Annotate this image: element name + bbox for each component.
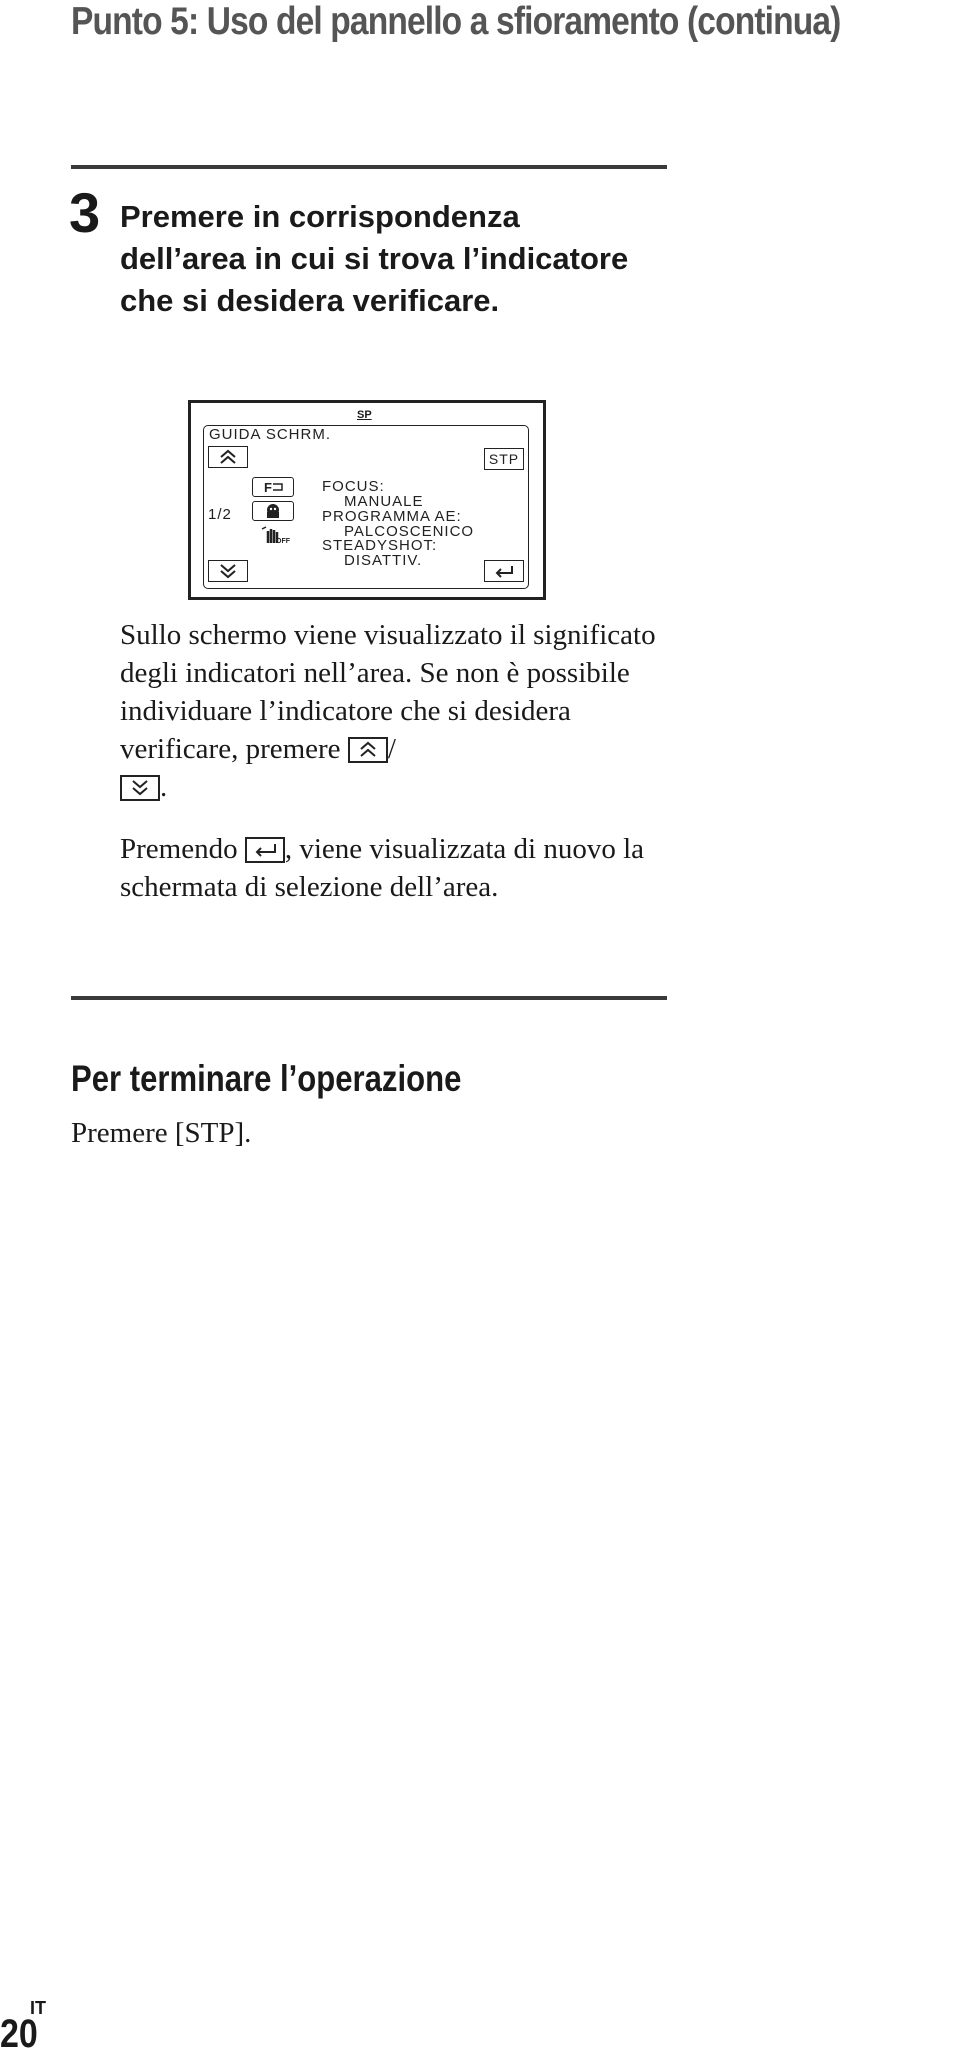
program-ae-icon <box>252 501 294 521</box>
row-steadyshot-value: DISATTIV. <box>344 552 423 569</box>
divider-bottom <box>71 996 667 1000</box>
focus-icon <box>252 477 294 497</box>
paragraph-end-period: . <box>160 771 168 803</box>
section-body: Premere [STP]. <box>71 1117 252 1149</box>
inline-scroll-up-symbol <box>348 737 388 763</box>
divider-top <box>71 165 667 169</box>
step-number: 3 <box>69 181 101 244</box>
inline-scroll-down-symbol <box>120 775 160 801</box>
double-chevron-up-icon <box>218 449 238 465</box>
row-program-ae-value: PALCOSCENICO <box>344 523 475 540</box>
row-steadyshot-label: STEADYSHOT: <box>322 537 438 554</box>
stp-button[interactable]: STP <box>484 448 524 470</box>
row-focus-label: FOCUS: <box>322 478 385 495</box>
page-header-title: Punto 5: Uso del pannello a sfioramento (continua) <box>71 0 841 43</box>
sp-mode-label: SP <box>357 409 372 421</box>
svg-text:OFF: OFF <box>276 538 290 545</box>
scroll-down-button[interactable] <box>208 560 248 582</box>
return-arrow-icon <box>492 563 516 579</box>
double-chevron-down-icon <box>122 777 158 799</box>
inline-return-symbol <box>245 837 285 863</box>
page-number: 20 <box>0 2012 38 2056</box>
lcd-screen-panel <box>203 425 529 589</box>
paragraph-description-text: Sullo schermo viene visualizzato il significato degli indicatori nell’area. Se non è possibile individuare l’indicatore che si desidera verificare, premere <box>120 619 656 765</box>
double-chevron-up-icon <box>350 739 386 761</box>
step-instruction: Premere in corrispondenza dell’area in cui si trova l’indicatore che si desidera verificare. <box>120 199 629 318</box>
lcd-screen-illustration <box>188 400 546 600</box>
return-button[interactable] <box>484 560 524 582</box>
paragraph-return <box>120 830 680 906</box>
steadyshot-off-icon <box>252 525 294 545</box>
section-title: Per terminare l’operazione <box>71 1058 462 1099</box>
page-indicator: 1/2 <box>208 506 232 523</box>
svg-text:F: F <box>264 480 272 494</box>
return-arrow-icon <box>247 839 283 861</box>
row-focus-value: MANUALE <box>344 493 424 510</box>
language-tag: IT <box>30 1998 46 2018</box>
slash-separator: / <box>387 733 396 765</box>
row-program-ae-label: PROGRAMMA AE: <box>322 508 462 525</box>
paragraph-description <box>120 616 680 806</box>
paragraph-return-before: Premendo <box>120 833 238 865</box>
paragraph-return-after: , viene visualizzata di nuovo la schermata di selezione dell’area. <box>120 833 645 903</box>
double-chevron-down-icon <box>218 563 238 579</box>
lcd-guide-label: GUIDA SCHRM. <box>209 426 332 443</box>
scroll-up-button[interactable] <box>208 446 248 468</box>
